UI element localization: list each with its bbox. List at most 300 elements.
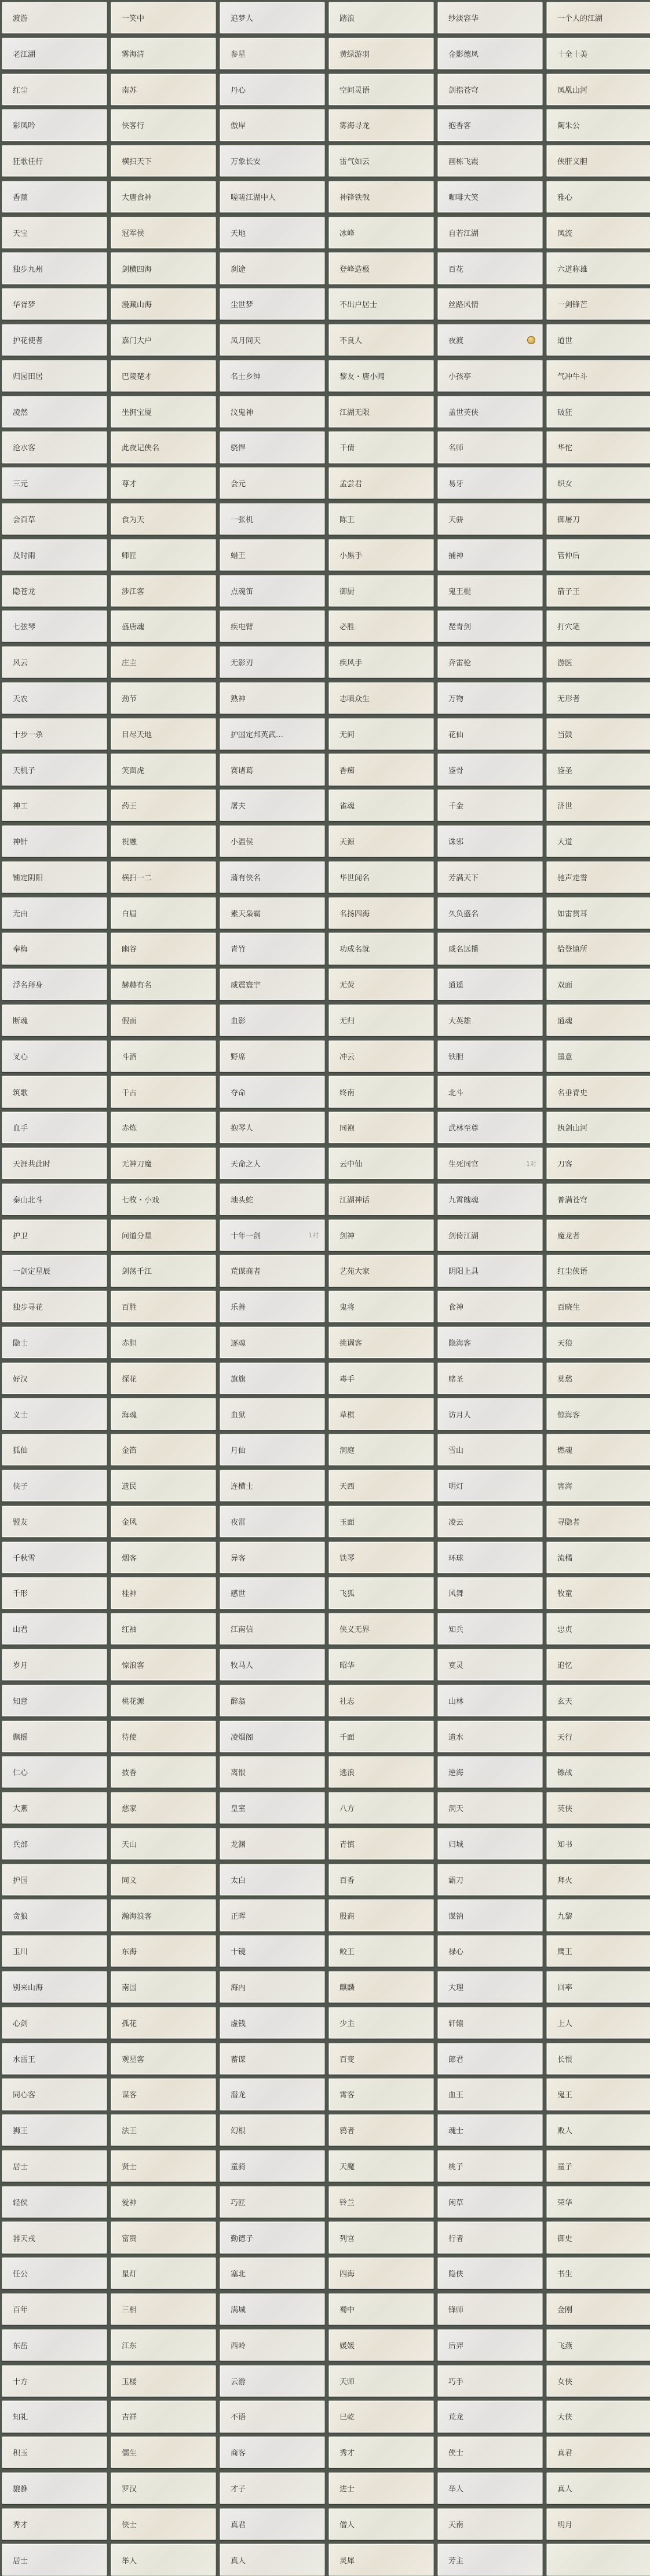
title-tile[interactable] [220, 1076, 325, 1107]
title-tile[interactable] [437, 1685, 543, 1717]
title-tile[interactable] [328, 897, 434, 929]
title-tile[interactable] [111, 718, 216, 750]
title-tile[interactable] [220, 1685, 325, 1717]
title-tile[interactable] [328, 1434, 434, 1466]
title-tile[interactable] [2, 2186, 107, 2218]
title-tile[interactable] [2, 2544, 107, 2575]
title-tile[interactable] [2, 2436, 107, 2468]
title-tile[interactable] [220, 753, 325, 785]
title-tile[interactable] [437, 753, 543, 785]
title-tile[interactable] [111, 2508, 216, 2540]
title-tile[interactable] [437, 109, 543, 141]
title-tile[interactable] [328, 1577, 434, 1609]
title-tile[interactable] [546, 2007, 650, 2039]
title-tile[interactable] [111, 932, 216, 964]
title-tile[interactable] [220, 1219, 325, 1251]
title-tile[interactable] [220, 109, 325, 141]
title-tile[interactable] [437, 1864, 543, 1896]
title-tile[interactable] [2, 2, 107, 34]
title-tile[interactable] [2, 74, 107, 105]
title-tile[interactable] [546, 1112, 650, 1143]
title-tile[interactable] [546, 1828, 650, 1860]
title-tile[interactable] [111, 2007, 216, 2039]
title-tile[interactable] [111, 467, 216, 499]
title-tile[interactable] [220, 610, 325, 642]
title-tile[interactable] [111, 288, 216, 320]
title-tile[interactable] [111, 2114, 216, 2146]
title-tile[interactable] [111, 145, 216, 177]
title-tile[interactable] [437, 1506, 543, 1537]
title-tile[interactable] [328, 288, 434, 320]
title-tile[interactable] [220, 396, 325, 428]
title-tile[interactable] [328, 1506, 434, 1537]
title-tile[interactable] [546, 145, 650, 177]
title-tile[interactable] [328, 861, 434, 893]
title-tile[interactable] [328, 1004, 434, 1036]
title-tile[interactable] [220, 932, 325, 964]
title-tile[interactable] [2, 968, 107, 1000]
title-tile[interactable] [220, 2544, 325, 2575]
title-tile[interactable] [2, 2472, 107, 2504]
title-tile[interactable] [328, 2221, 434, 2253]
title-tile[interactable] [111, 1076, 216, 1107]
title-tile[interactable] [437, 252, 543, 284]
title-tile[interactable] [111, 2043, 216, 2075]
title-tile[interactable] [546, 2186, 650, 2218]
title-tile[interactable] [220, 1756, 325, 1788]
title-tile[interactable] [437, 1327, 543, 1358]
title-tile[interactable] [111, 2436, 216, 2468]
title-tile[interactable] [546, 2221, 650, 2253]
title-tile[interactable] [220, 2400, 325, 2432]
title-tile[interactable] [111, 1470, 216, 1502]
title-tile[interactable] [546, 1756, 650, 1788]
title-tile[interactable] [2, 2114, 107, 2146]
title-tile[interactable] [328, 2257, 434, 2289]
title-tile[interactable] [546, 1147, 650, 1179]
title-tile[interactable] [328, 2, 434, 34]
title-tile[interactable] [220, 2150, 325, 2182]
title-tile[interactable] [2, 431, 107, 463]
title-tile[interactable] [2, 539, 107, 571]
title-tile[interactable] [437, 2436, 543, 2468]
title-tile[interactable] [2, 1542, 107, 1573]
title-tile[interactable] [111, 789, 216, 821]
title-tile[interactable] [220, 1327, 325, 1358]
title-tile[interactable] [546, 2, 650, 34]
title-tile[interactable] [220, 968, 325, 1000]
title-tile[interactable] [2, 1935, 107, 1967]
title-tile[interactable] [111, 1434, 216, 1466]
title-tile[interactable] [2, 861, 107, 893]
title-tile[interactable] [220, 1362, 325, 1394]
title-tile[interactable] [2, 1756, 107, 1788]
title-tile[interactable] [546, 2436, 650, 2468]
title-tile[interactable] [328, 1362, 434, 1394]
title-tile[interactable] [111, 2150, 216, 2182]
title-tile[interactable] [328, 1899, 434, 1931]
title-tile[interactable] [546, 217, 650, 249]
title-tile[interactable] [546, 360, 650, 392]
title-tile[interactable] [111, 861, 216, 893]
title-tile[interactable] [437, 2293, 543, 2325]
title-tile[interactable] [111, 1291, 216, 1322]
title-tile[interactable] [220, 1040, 325, 1072]
title-tile[interactable] [546, 682, 650, 714]
title-tile[interactable] [546, 288, 650, 320]
title-tile[interactable] [546, 1076, 650, 1107]
title-tile[interactable] [546, 109, 650, 141]
title-tile[interactable] [437, 2508, 543, 2540]
title-tile[interactable] [2, 682, 107, 714]
title-tile[interactable] [328, 1828, 434, 1860]
title-tile[interactable] [328, 1219, 434, 1251]
title-tile[interactable] [111, 2365, 216, 2397]
title-tile[interactable] [2, 360, 107, 392]
title-tile[interactable] [328, 396, 434, 428]
title-tile[interactable] [437, 825, 543, 857]
title-tile[interactable] [111, 431, 216, 463]
title-tile[interactable] [111, 682, 216, 714]
title-tile[interactable] [437, 718, 543, 750]
title-tile[interactable] [437, 2544, 543, 2575]
title-tile[interactable] [2, 109, 107, 141]
title-tile[interactable] [546, 2544, 650, 2575]
title-tile[interactable] [220, 1828, 325, 1860]
title-tile[interactable] [220, 1255, 325, 1287]
title-tile[interactable] [437, 2007, 543, 2039]
title-tile[interactable] [328, 575, 434, 607]
title-tile[interactable] [437, 74, 543, 105]
title-tile[interactable] [2, 2150, 107, 2182]
title-tile[interactable] [328, 1470, 434, 1502]
title-tile[interactable] [328, 539, 434, 571]
title-tile[interactable] [111, 1398, 216, 1430]
title-tile[interactable] [2, 610, 107, 642]
title-tile[interactable] [328, 646, 434, 678]
title-tile[interactable] [546, 575, 650, 607]
title-tile[interactable] [437, 1255, 543, 1287]
title-tile[interactable] [546, 2472, 650, 2504]
title-tile[interactable] [220, 1470, 325, 1502]
title-tile[interactable] [328, 682, 434, 714]
title-tile[interactable] [111, 396, 216, 428]
title-tile[interactable] [220, 1004, 325, 1036]
title-tile[interactable] [546, 1291, 650, 1322]
title-tile[interactable] [546, 252, 650, 284]
title-tile[interactable] [328, 181, 434, 213]
title-tile[interactable] [328, 1255, 434, 1287]
title-tile[interactable] [328, 1327, 434, 1358]
title-tile[interactable] [111, 825, 216, 857]
title-tile[interactable] [220, 2508, 325, 2540]
title-tile[interactable] [220, 217, 325, 249]
title-tile[interactable] [437, 288, 543, 320]
title-tile[interactable] [220, 2, 325, 34]
title-tile[interactable] [111, 753, 216, 785]
title-tile[interactable] [546, 861, 650, 893]
title-tile[interactable] [437, 539, 543, 571]
title-tile[interactable] [111, 2257, 216, 2289]
title-tile[interactable] [328, 1040, 434, 1072]
title-tile[interactable] [111, 610, 216, 642]
title-tile[interactable] [220, 1147, 325, 1179]
title-tile[interactable] [328, 789, 434, 821]
title-tile[interactable] [437, 610, 543, 642]
title-tile[interactable] [111, 1721, 216, 1752]
title-tile[interactable] [220, 324, 325, 356]
title-tile[interactable] [437, 1828, 543, 1860]
title-tile[interactable] [437, 2114, 543, 2146]
title-tile[interactable] [437, 1899, 543, 1931]
title-tile[interactable] [111, 646, 216, 678]
title-tile[interactable] [546, 718, 650, 750]
title-tile[interactable] [111, 1792, 216, 1824]
title-tile[interactable] [328, 1864, 434, 1896]
title-tile[interactable] [111, 2293, 216, 2325]
title-tile[interactable] [437, 1004, 543, 1036]
title-tile[interactable] [437, 1470, 543, 1502]
title-tile[interactable] [437, 1291, 543, 1322]
title-tile[interactable] [546, 897, 650, 929]
title-tile[interactable] [328, 1542, 434, 1573]
title-tile[interactable] [220, 861, 325, 893]
title-tile[interactable] [328, 753, 434, 785]
title-tile[interactable] [2, 1613, 107, 1645]
title-tile[interactable] [220, 2007, 325, 2039]
title-tile[interactable] [111, 1756, 216, 1788]
title-tile[interactable] [328, 467, 434, 499]
title-tile[interactable] [328, 1112, 434, 1143]
title-tile[interactable] [328, 2078, 434, 2110]
title-tile[interactable] [546, 1434, 650, 1466]
title-tile[interactable] [2, 1864, 107, 1896]
title-tile[interactable] [328, 2436, 434, 2468]
title-tile[interactable] [546, 1577, 650, 1609]
title-tile[interactable] [220, 38, 325, 70]
title-tile[interactable] [2, 1434, 107, 1466]
title-tile[interactable] [111, 1577, 216, 1609]
title-tile[interactable] [2, 646, 107, 678]
title-tile[interactable] [328, 252, 434, 284]
title-tile[interactable] [328, 2186, 434, 2218]
title-tile[interactable] [546, 1398, 650, 1430]
title-tile[interactable] [2, 217, 107, 249]
title-tile[interactable] [2, 718, 107, 750]
title-tile[interactable] [111, 2221, 216, 2253]
title-tile[interactable] [111, 897, 216, 929]
title-tile[interactable] [220, 288, 325, 320]
title-tile[interactable] [437, 2, 543, 34]
title-tile[interactable] [328, 2114, 434, 2146]
title-tile[interactable] [2, 1792, 107, 1824]
title-tile[interactable] [546, 2043, 650, 2075]
title-tile[interactable] [2, 2043, 107, 2075]
title-tile[interactable] [2, 1112, 107, 1143]
title-tile[interactable] [437, 1792, 543, 1824]
title-tile[interactable] [111, 1685, 216, 1717]
title-tile[interactable] [437, 932, 543, 964]
title-tile[interactable] [111, 1542, 216, 1573]
title-tile[interactable] [2, 1147, 107, 1179]
title-tile[interactable] [437, 861, 543, 893]
title-tile[interactable] [2, 897, 107, 929]
title-tile[interactable] [328, 932, 434, 964]
title-tile[interactable] [220, 1398, 325, 1430]
title-tile[interactable] [328, 825, 434, 857]
title-tile[interactable] [220, 2329, 325, 2361]
title-tile[interactable] [546, 2257, 650, 2289]
title-tile[interactable] [220, 2472, 325, 2504]
title-tile[interactable] [437, 1040, 543, 1072]
title-tile[interactable] [220, 2365, 325, 2397]
title-tile[interactable] [328, 610, 434, 642]
title-tile[interactable] [111, 1255, 216, 1287]
title-tile[interactable] [328, 1685, 434, 1717]
title-tile[interactable] [220, 1649, 325, 1681]
title-tile[interactable] [546, 1613, 650, 1645]
title-tile[interactable] [437, 1721, 543, 1752]
title-tile[interactable] [328, 431, 434, 463]
title-tile[interactable] [111, 968, 216, 1000]
title-tile[interactable] [2, 825, 107, 857]
title-tile[interactable] [546, 968, 650, 1000]
title-tile[interactable] [220, 1721, 325, 1752]
title-tile[interactable] [437, 1971, 543, 2003]
title-tile[interactable] [2, 1291, 107, 1322]
title-tile[interactable] [546, 2150, 650, 2182]
title-tile[interactable] [546, 753, 650, 785]
title-tile[interactable] [546, 932, 650, 964]
title-tile[interactable] [220, 2221, 325, 2253]
title-tile[interactable] [111, 2400, 216, 2432]
title-tile[interactable] [546, 431, 650, 463]
title-tile[interactable] [546, 38, 650, 70]
title-tile[interactable] [437, 38, 543, 70]
title-tile[interactable] [328, 38, 434, 70]
title-tile[interactable] [546, 539, 650, 571]
title-tile[interactable] [546, 74, 650, 105]
title-tile[interactable] [2, 1899, 107, 1931]
title-tile[interactable] [220, 1112, 325, 1143]
title-tile[interactable] [328, 1935, 434, 1967]
title-tile[interactable] [328, 2007, 434, 2039]
title-tile[interactable] [437, 145, 543, 177]
title-tile[interactable] [111, 1183, 216, 1215]
title-tile[interactable] [2, 1183, 107, 1215]
title-tile[interactable] [328, 217, 434, 249]
title-tile[interactable] [328, 718, 434, 750]
title-tile[interactable] [546, 1506, 650, 1537]
title-tile[interactable] [546, 2114, 650, 2146]
title-tile[interactable] [328, 1398, 434, 1430]
title-tile[interactable] [437, 467, 543, 499]
title-tile[interactable] [111, 1112, 216, 1143]
title-tile[interactable] [220, 1183, 325, 1215]
title-tile[interactable] [111, 1864, 216, 1896]
title-tile[interactable] [437, 2043, 543, 2075]
title-tile[interactable] [2, 2329, 107, 2361]
title-tile[interactable] [111, 217, 216, 249]
title-tile[interactable] [220, 1577, 325, 1609]
title-tile[interactable] [220, 503, 325, 535]
title-tile[interactable] [437, 431, 543, 463]
title-tile[interactable] [220, 1864, 325, 1896]
title-tile[interactable] [2, 396, 107, 428]
title-tile[interactable] [220, 2114, 325, 2146]
title-tile[interactable] [2, 2508, 107, 2540]
title-tile[interactable] [328, 2472, 434, 2504]
title-tile[interactable] [111, 1935, 216, 1967]
title-tile[interactable] [2, 1685, 107, 1717]
title-tile[interactable] [2, 38, 107, 70]
title-tile[interactable] [437, 181, 543, 213]
title-tile[interactable] [328, 2544, 434, 2575]
title-tile[interactable] [546, 1327, 650, 1358]
title-tile[interactable] [437, 968, 543, 1000]
title-tile[interactable] [328, 1291, 434, 1322]
title-tile[interactable] [437, 1219, 543, 1251]
title-tile[interactable] [546, 2329, 650, 2361]
title-tile[interactable] [328, 1076, 434, 1107]
title-tile[interactable] [437, 2400, 543, 2432]
title-tile[interactable] [546, 467, 650, 499]
title-tile[interactable] [546, 181, 650, 213]
title-tile[interactable] [328, 2043, 434, 2075]
title-tile[interactable] [2, 753, 107, 785]
title-tile[interactable] [2, 467, 107, 499]
title-tile[interactable] [546, 646, 650, 678]
title-tile[interactable] [220, 181, 325, 213]
title-tile[interactable] [220, 646, 325, 678]
title-tile[interactable] [2, 2293, 107, 2325]
title-tile[interactable] [437, 1147, 543, 1179]
title-tile[interactable] [546, 1721, 650, 1752]
title-tile[interactable] [546, 503, 650, 535]
title-tile[interactable] [111, 1147, 216, 1179]
title-tile[interactable] [328, 1147, 434, 1179]
title-tile[interactable] [437, 1076, 543, 1107]
title-tile[interactable] [437, 2078, 543, 2110]
title-tile[interactable] [328, 324, 434, 356]
title-tile[interactable] [546, 1362, 650, 1394]
title-tile[interactable] [2, 1649, 107, 1681]
title-tile[interactable] [546, 1792, 650, 1824]
title-tile[interactable] [220, 539, 325, 571]
title-tile[interactable] [546, 1183, 650, 1215]
title-tile[interactable] [2, 932, 107, 964]
title-tile[interactable] [2, 789, 107, 821]
title-tile[interactable] [437, 1649, 543, 1681]
title-tile[interactable] [2, 145, 107, 177]
title-tile[interactable] [437, 2221, 543, 2253]
title-tile[interactable] [546, 324, 650, 356]
title-tile[interactable] [546, 1971, 650, 2003]
title-tile[interactable] [437, 789, 543, 821]
title-tile[interactable] [220, 1434, 325, 1466]
title-tile[interactable] [111, 74, 216, 105]
title-tile[interactable] [111, 575, 216, 607]
title-tile[interactable] [328, 2293, 434, 2325]
title-tile[interactable] [111, 38, 216, 70]
title-tile[interactable] [2, 2221, 107, 2253]
title-tile[interactable] [328, 2365, 434, 2397]
title-tile[interactable] [220, 789, 325, 821]
title-tile[interactable] [220, 252, 325, 284]
title-tile[interactable] [2, 1362, 107, 1394]
title-tile[interactable] [2, 288, 107, 320]
title-tile[interactable] [111, 1971, 216, 2003]
